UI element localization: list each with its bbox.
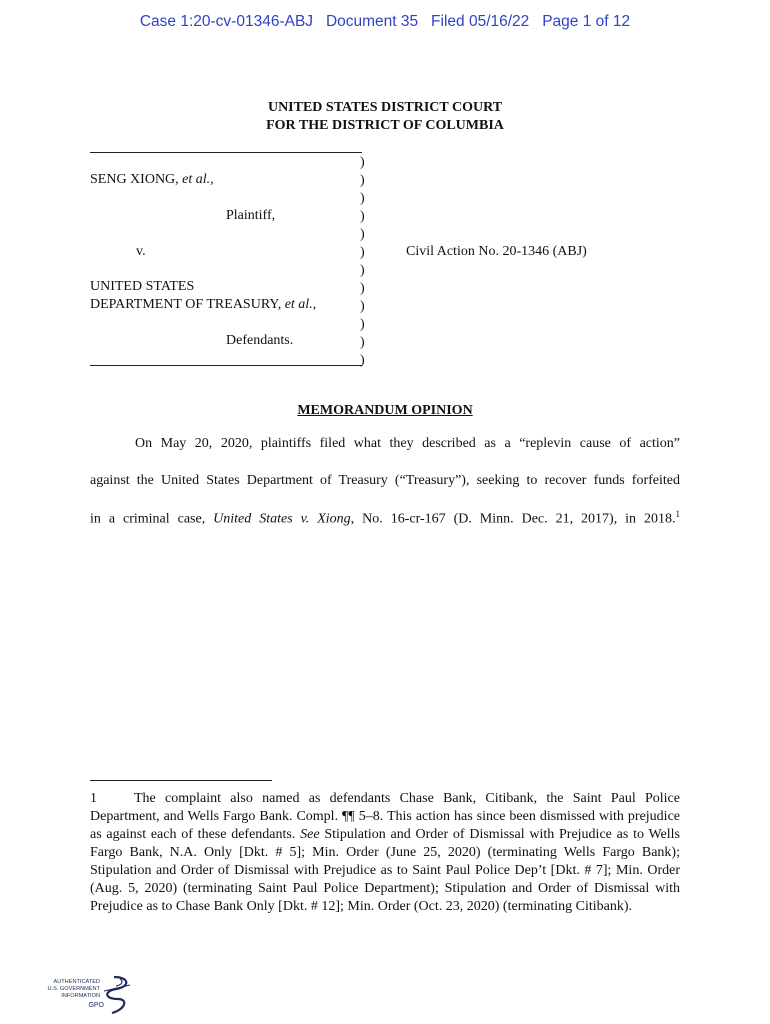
svg-text:INFORMATION: INFORMATION [61,993,100,999]
body-line-1: On May 20, 2020, plaintiffs filed what they described as a “replevin cause of action” [135,436,680,451]
gpo-authentication-logo [44,973,134,1019]
body-line-2: against the United States Department of Treasury (“Treasury”), seeking to recover funds forfeited [90,473,680,488]
court-name-line1: UNITED STATES DISTRICT COURT [267,100,503,115]
caption-top-rule [90,152,362,153]
civil-action-number: Civil Action No. 20-1346 (ABJ) [406,244,587,259]
caption-bottom-rule [90,365,362,366]
svg-text:AUTHENTICATED: AUTHENTICATED [53,979,100,985]
plaintiff-role: Plaintiff, [226,208,276,223]
opinion-title: MEMORANDUM OPINION [297,403,473,418]
caption-paren-column: ) ) ) ) ) ) ) ) ) ) ) ) [360,155,365,368]
svg-text:U.S. GOVERNMENT: U.S. GOVERNMENT [47,986,100,992]
defendant-line2: DEPARTMENT OF TREASURY, et al., [90,297,317,312]
body-line-3: in a criminal case, United States v. Xiong, No. 16-cr-167 (D. Minn. Dec. 21, 2017), in 2018.$^1$ [90,509,680,527]
plaintiff-name: SENG XIONG, et al., [90,172,214,187]
court-name-line2: FOR THE DISTRICT OF COLUMBIA [266,118,504,133]
footnote-number: 1 [90,791,97,806]
ecf-header: Case 1:20-cv-01346-ABJ Document 35 Filed 05/16/22 Page 1 of 12 [139,13,631,30]
footnote: 1 The complaint also named as defendants Chase Bank, Citibank, the Saint Paul Police Department, and Wells Fargo Bank. Compl. ¶¶ 5–8. This action has since been dismissed with prejudice as against each of these defendants. See Stipulation and Order of Dismissal with Prejudice as to Wells Fargo Bank, N.A. Only [Dkt. # 5]; Min. Order (June 25, 2020) (terminating Wells Fargo Bank); Stipulation and Order of Dismissal with Prejudice as to Saint Paul Police Dep’t [Dkt. # 7]; Min. Order (Aug. 5, 2020) (terminating Saint Paul Police Department); Stipulation and Order of Dismissal with Prejudice as to Chase Bank Only [Dkt. # 12]; Min. Order (Oct. 23, 2020) (terminating Citibank). [90,791,681,914]
defendant-line1: UNITED STATES [90,279,195,294]
versus: v. [136,244,146,259]
footnote-rule [90,780,272,781]
svg-text:GPO: GPO [88,1002,104,1009]
footnote-ref: 1 [675,509,680,519]
defendant-role: Defendants. [226,333,294,348]
